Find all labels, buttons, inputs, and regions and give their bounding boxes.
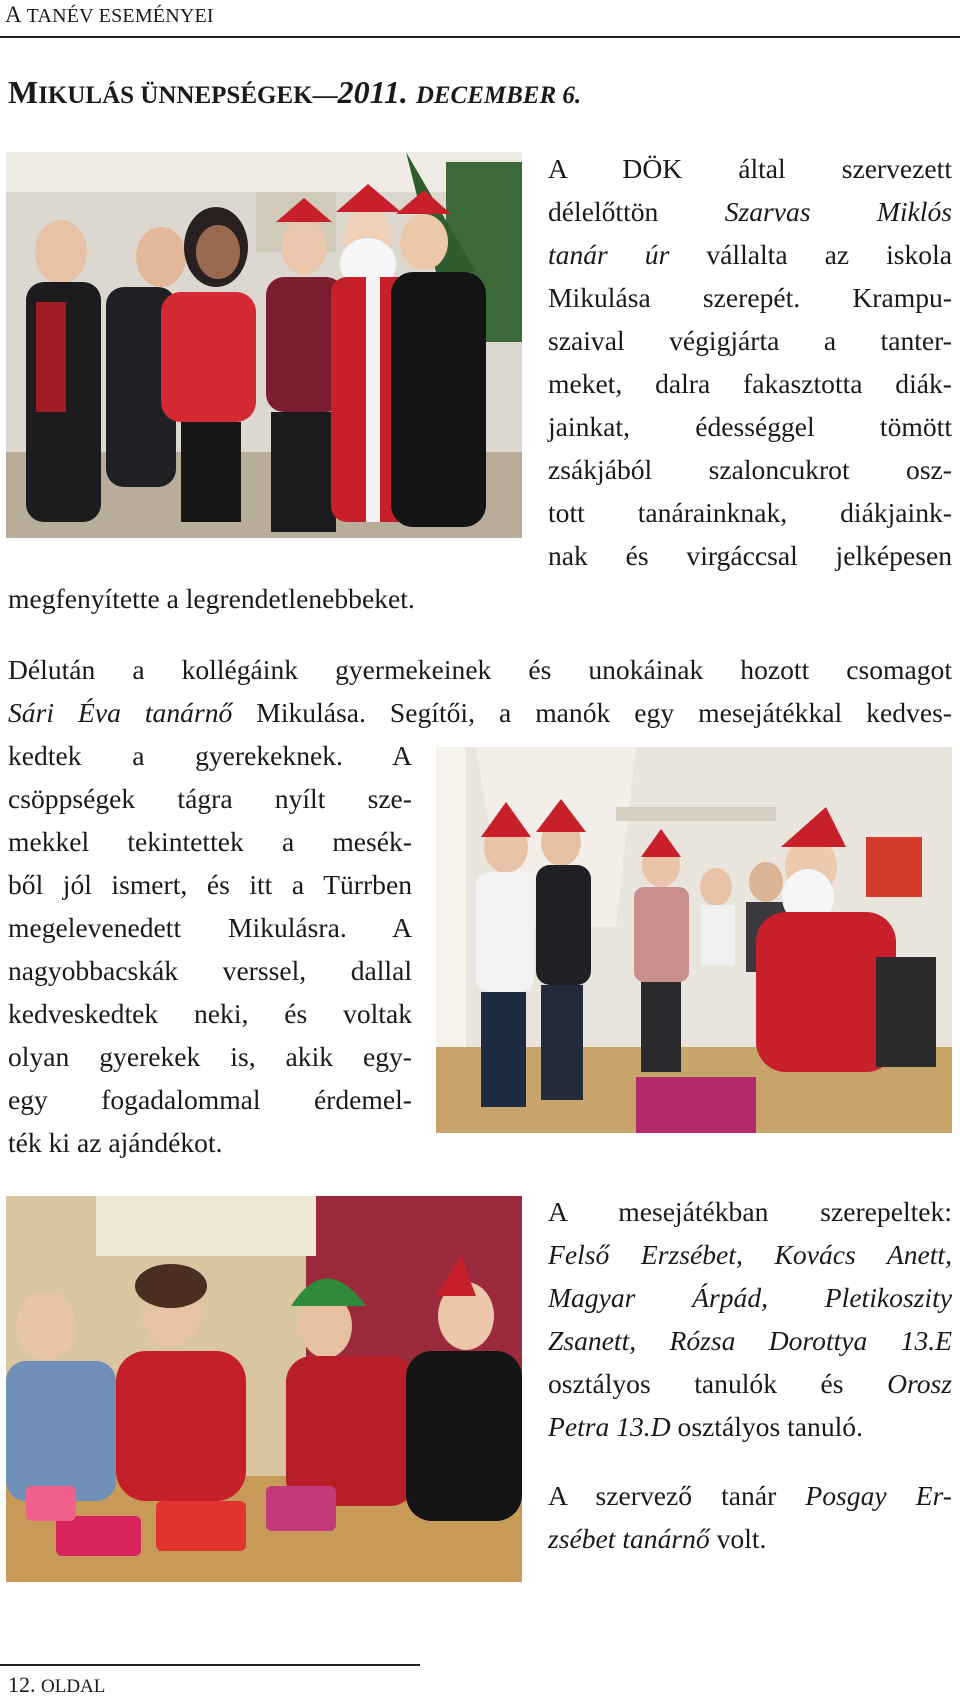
text-line [548,233,952,276]
text-line: A DÖK által szervezett [548,153,952,184]
article-title [8,74,581,111]
text-line [548,1276,952,1319]
text-line: olyan gyerekek is, akik egy- [8,1041,412,1072]
photo-children-santa [436,747,952,1133]
text-line: nak és virgáccsal jelképesen [548,540,952,571]
text-line [548,1233,952,1276]
paragraph-afternoon [8,734,412,1164]
text-line: zsákjából szaloncukrot osz- [548,454,952,485]
title-year: 2011. [337,74,408,110]
text-line [548,190,952,233]
text-run-italic: Felső Erzsébet, Kovács Anett, [548,1239,952,1270]
text-line: Délután a kollégáink gyermekeinek és unokáinak hozott csomagot [8,654,952,685]
text-line [548,1517,952,1560]
text-line: csöppségek tágra nyílt sze- [8,783,412,814]
paragraph-morning-end [8,577,608,620]
text-line: megelevenedett Mikulásra. A [8,912,412,943]
text-run: vállalta az iskola [669,239,952,270]
title-initial: M [8,74,39,110]
page-number [8,1672,105,1698]
text-line: ből jól ismert, és itt a Türrben [8,869,412,900]
text-line: szaival végigjárta a tanter- [548,325,952,356]
text-run-italic: zsébet tanárnő [548,1523,710,1554]
text-line [548,1319,952,1362]
text-run: osztályos tanuló. [670,1411,863,1442]
text-line: kedtek a gyerekeknek. A [8,740,412,771]
header-text: TANÉV ESEMÉNYEI [26,5,214,27]
text-run-italic: Sári Éva tanárnő [8,697,233,728]
text-run: osztályos tanulók és [548,1368,888,1399]
page-number-value: 12. [8,1672,36,1697]
text-run: délelőttön [548,196,725,227]
text-run-italic: Zsanett, Rózsa Dorottya 13.E [548,1325,952,1356]
text-run-italic: Posgay Er- [805,1480,952,1511]
text-run-italic: Magyar Árpád, Pletikoszity [548,1282,952,1313]
text-run-italic: tanár úr [548,239,670,270]
text-line [548,1405,952,1448]
header-initial: A [5,2,22,27]
title-text: IKULÁS ÜNNEPSÉGEK— [38,82,338,109]
text-line [548,1474,952,1517]
text-line: kedveskedtek neki, és voltak [8,998,412,1029]
text-run: Mikulása. Segítői, a manók egy mesejátékkal kedves- [232,697,952,728]
text-line [8,691,952,734]
text-line: jainkat, édességgel tömött [548,411,952,442]
photo-elves-gifts [6,1196,522,1582]
text-run-italic: Szarvas Miklós [724,196,953,227]
text-run-italic: Orosz [887,1368,952,1399]
running-header [5,2,214,28]
photo-santa-group [6,152,522,538]
footer-rule [0,1664,420,1666]
text-line: nagyobbacskák verssel, dallal [8,955,412,986]
text-line: A mesejátékban szerepeltek: [548,1196,952,1227]
text-line: Mikulása szerepét. Krampu- [548,282,952,313]
header-rule [0,36,960,38]
paragraph-organizer [548,1474,952,1560]
text-line: meket, dalra fakasztotta diák- [548,368,952,399]
text-line: megfenyítette a legrendetlenebbeket. [8,583,415,614]
page-number-label: OLDAL [41,1676,106,1697]
text-run: volt. [709,1523,767,1554]
text-run-italic: Petra 13.D [548,1411,671,1442]
text-run: A szervező tanár [548,1480,806,1511]
paragraph-cast [548,1190,952,1448]
paragraph-morning [548,147,952,577]
text-line: ték ki az ajándékot. [8,1127,223,1158]
text-line [548,1362,952,1405]
text-line: mekkel tekintettek a mesék- [8,826,412,857]
text-line: egy fogadalommal érdemel- [8,1084,412,1115]
paragraph-afternoon-top [8,648,952,734]
title-date: DECEMBER 6. [415,82,582,109]
text-line: tott tanárainknak, diákjaink- [548,497,952,528]
